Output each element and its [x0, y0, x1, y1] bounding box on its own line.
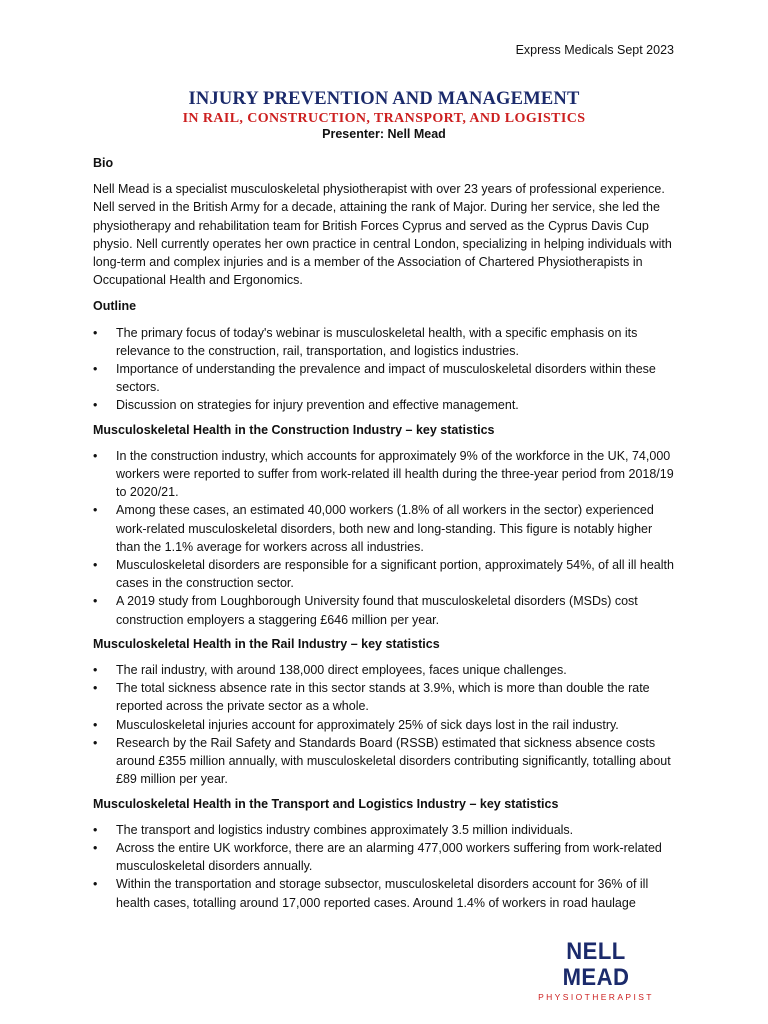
list-item [93, 821, 678, 839]
list-item [93, 324, 678, 360]
bio-heading: Bio [93, 156, 114, 170]
bullet-icon: • [93, 822, 98, 837]
bullet-icon: • [93, 877, 98, 892]
list-item-text: Discussion on strategies for injury prevention and effective management. [116, 398, 519, 413]
list-item [93, 360, 678, 396]
list-item [93, 661, 678, 679]
bullet-icon: • [93, 735, 98, 750]
list-item-text: Among these cases, an estimated 40,000 workers (1.8% of all workers in the sector) experienced work-related musculoskeletal disorders, both new and long-standing. This figure is notably higher than the 1.1% average for workers across all industries. [116, 503, 654, 554]
header-note: Express Medicals Sept 2023 [515, 43, 674, 57]
document-title: INJURY PREVENTION AND MANAGEMENT [188, 89, 580, 109]
transport-heading: Musculoskeletal Health in the Transport and Logistics Industry – key statistics [93, 796, 559, 811]
presenter-line: Presenter: Nell Mead [322, 127, 446, 141]
bullet-icon: • [93, 448, 98, 463]
list-item [93, 839, 678, 875]
logo-tagline: PHYSIOTHERAPIST [538, 992, 654, 1002]
list-item [93, 447, 678, 502]
bullet-icon: • [93, 558, 98, 573]
list-item [93, 592, 678, 628]
list-item-text: A 2019 study from Loughborough University found that musculoskeletal disorders (MSDs) cost construction employers a staggering £646 million per year. [116, 594, 638, 627]
list-item [93, 396, 678, 414]
list-item [93, 679, 678, 715]
list-item [93, 716, 678, 734]
bullet-icon: • [93, 362, 98, 377]
rail-heading: Musculoskeletal Health in the Rail Industry – key statistics [93, 636, 440, 651]
transport-list [93, 821, 678, 912]
list-item [93, 875, 678, 911]
logo-name: NELL MEAD [562, 938, 630, 991]
list-item-text: Importance of understanding the prevalence and impact of musculoskeletal disorders within these sectors. [116, 362, 656, 395]
list-item [93, 501, 678, 556]
bullet-icon: • [93, 594, 98, 609]
rail-list [93, 661, 678, 788]
list-item [93, 556, 678, 592]
list-item-text: Musculoskeletal disorders are responsible for a significant portion, approximately 54%, of all ill health cases in the construction sector. [116, 558, 674, 591]
bullet-icon: • [93, 325, 98, 340]
title-block [0, 89, 768, 142]
bullet-icon: • [93, 681, 98, 696]
list-item-text: Within the transportation and storage subsector, musculoskeletal disorders account for 36% of ill health cases, totalling around 17,000 reported cases. Around 1.4% of workers in road haulage [116, 877, 649, 910]
construction-list [93, 447, 678, 629]
list-item-text: Across the entire UK workforce, there are an alarming 477,000 workers suffering from work-related musculoskeletal disorders annually. [116, 840, 662, 874]
bullet-icon: • [93, 663, 98, 678]
outline-heading: Outline [93, 299, 137, 314]
bullet-icon: • [93, 717, 98, 732]
construction-heading: Musculoskeletal Health in the Construction Industry – key statistics [93, 422, 495, 437]
list-item-text: Musculoskeletal injuries account for approximately 25% of sick days lost in the rail industry. [116, 717, 619, 732]
list-item-text: The total sickness absence rate in this sector stands at 3.9%, which is more than double the rate reported across the private sector as a whole. [116, 681, 650, 714]
bullet-icon: • [93, 398, 98, 413]
brand-logo [526, 939, 666, 1002]
list-item [93, 734, 678, 789]
document-body [93, 154, 678, 918]
outline-list [93, 324, 678, 415]
list-item-text: Research by the Rail Safety and Standards Board (RSSB) estimated that sickness absence costs around £355 million annually, with musculoskeletal disorders contributing significantly, totalling about £89 million per year. [116, 735, 671, 787]
bio-paragraph: Nell Mead is a specialist musculoskeletal physiotherapist with over 23 years of professional experience. Nell served in the British Army for a decade, attaining the rank of Major. During her service, she led the physiotherapy and rehabilitation team for British Forces Cyprus and served as the Cyprus Davis Cup physio. Nell currently operates her own practice in central London, specializing in helping individuals with long-term and complex injuries and is a member of the Association of Chartered Physiotherapists in Occupational Health and Ergonomics. [93, 182, 672, 288]
bullet-icon: • [93, 503, 98, 518]
list-item-text: The transport and logistics industry combines approximately 3.5 million individuals. [116, 822, 574, 837]
document-subtitle: IN RAIL, CONSTRUCTION, TRANSPORT, AND LOGISTICS [182, 111, 586, 126]
bullet-icon: • [93, 840, 98, 855]
list-item-text: The primary focus of today's webinar is musculoskeletal health, with a specific emphasis on its relevance to the construction, rail, transportation, and logistics industries. [116, 325, 638, 358]
list-item-text: In the construction industry, which accounts for approximately 9% of the workforce in the UK, 74,000 workers were reported to suffer from work-related ill health during the three-year period from 2018/19 to 2020/21. [116, 448, 674, 500]
list-item-text: The rail industry, with around 138,000 direct employees, faces unique challenges. [116, 663, 567, 678]
